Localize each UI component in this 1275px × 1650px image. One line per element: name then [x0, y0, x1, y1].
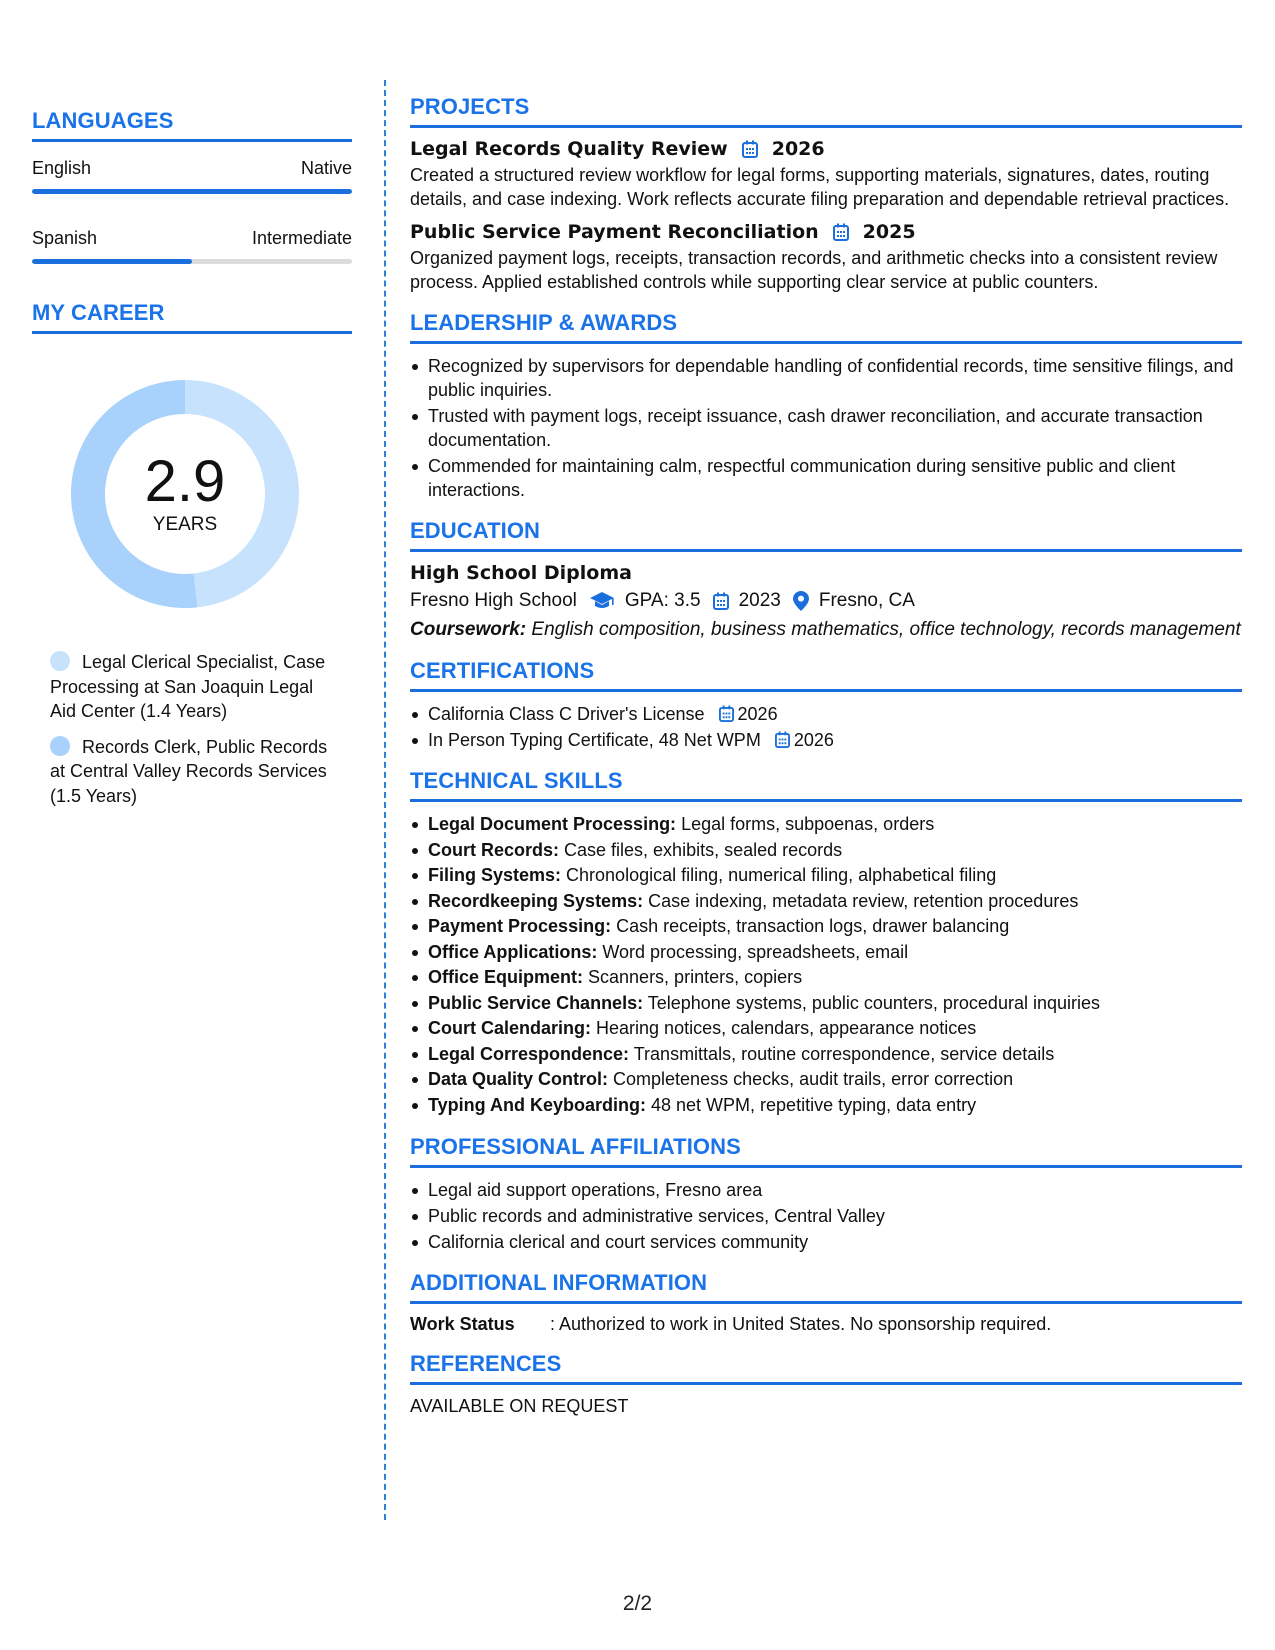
language-level: Native	[300, 158, 352, 178]
list-item: Recognized by supervisors for dependable handling of confidential records, time sensitive filings, and public inquiries.	[410, 354, 1242, 402]
references-title: REFERENCES	[410, 1351, 1242, 1385]
certifications-title: CERTIFICATIONS	[410, 658, 1242, 692]
list-item: Public records and administrative services, Central Valley	[410, 1204, 1242, 1228]
education-section	[410, 518, 1242, 642]
career-donut	[65, 374, 305, 614]
calendar-icon	[719, 705, 734, 722]
leadership-title: LEADERSHIP & AWARDS	[410, 310, 1242, 344]
certification-name: In Person Typing Certificate, 48 Net WPM	[428, 730, 761, 750]
career-legend	[50, 650, 340, 808]
language-item	[32, 158, 352, 194]
language-name: English	[32, 158, 92, 178]
list-item	[410, 728, 1242, 752]
project-item	[410, 221, 1242, 294]
skill-label: Legal Document Processing:	[428, 814, 677, 834]
legend-label: Records Clerk, Public Records at Central Valley Records Services (1.5 Years)	[50, 736, 328, 806]
skill-value: Hearing notices, calendars, appearance notices	[591, 1018, 977, 1038]
language-item	[32, 228, 352, 264]
project-year: 2025	[862, 221, 916, 243]
list-item	[410, 1067, 1242, 1093]
project-description: Created a structured review workflow for legal forms, supporting materials, signatures, dates, routing details, and case indexing. Work reflects accurate filing preparation and dependable retrieval practices.	[410, 165, 1230, 209]
list-item	[410, 889, 1242, 915]
skill-label: Office Applications:	[428, 941, 598, 962]
legend-item	[50, 650, 340, 724]
career-title: MY CAREER	[32, 300, 352, 334]
education-title: EDUCATION	[410, 518, 1242, 552]
skill-label: Legal Correspondence:	[428, 1043, 630, 1064]
education-location: Fresno, CA	[818, 590, 915, 611]
skill-label: Public Service Channels:	[428, 992, 644, 1013]
language-bar	[32, 259, 352, 264]
project-name: Legal Records Quality Review	[410, 138, 728, 160]
leadership-section	[410, 310, 1242, 502]
skills-section	[410, 768, 1242, 1118]
skill-label: Recordkeeping Systems:	[428, 890, 644, 911]
list-item: Trusted with payment logs, receipt issuance, cash drawer reconciliation, and accurate transaction documentation.	[410, 404, 1242, 452]
education-details	[410, 590, 1242, 612]
certification-year: 2026	[793, 730, 834, 750]
additional-value: : Authorized to work in United States. No sponsorship required.	[550, 1314, 1052, 1334]
skill-label: Court Calendaring:	[428, 1018, 592, 1038]
language-bar-fill	[32, 189, 352, 194]
skill-value: Case files, exhibits, sealed records	[559, 839, 843, 860]
left-column	[32, 108, 352, 819]
legend-item	[50, 735, 340, 809]
graduation-cap-icon	[589, 591, 615, 611]
additional-title: ADDITIONAL INFORMATION	[410, 1270, 1242, 1304]
certifications-section	[410, 658, 1242, 752]
skill-label: Filing Systems:	[428, 865, 562, 885]
legend-dot	[50, 651, 70, 671]
references-text: AVAILABLE ON REQUEST	[410, 1396, 629, 1416]
skill-value: Transmittals, routine correspondence, service details	[629, 1043, 1055, 1064]
education-school: Fresno High School	[410, 590, 577, 611]
skill-label: Court Records:	[428, 839, 560, 860]
language-bar-fill	[32, 259, 192, 264]
skill-value: 48 net WPM, repetitive typing, data entry	[646, 1094, 977, 1115]
certifications-list	[410, 702, 1242, 752]
list-item	[410, 940, 1242, 966]
project-item	[410, 138, 1242, 211]
references-section	[410, 1351, 1242, 1419]
education-year: 2023	[738, 590, 781, 611]
affiliations-list	[410, 1178, 1242, 1254]
list-item	[410, 812, 1242, 838]
education-degree: High School Diploma	[410, 562, 632, 584]
calendar-icon	[775, 731, 790, 748]
list-item	[410, 838, 1242, 864]
skill-value: Word processing, spreadsheets, email	[597, 941, 909, 962]
language-level: Intermediate	[251, 228, 352, 248]
additional-row	[410, 1314, 1242, 1335]
legend-dot	[50, 736, 70, 756]
languages-title: LANGUAGES	[32, 108, 352, 142]
project-year: 2026	[771, 138, 825, 160]
education-coursework	[410, 618, 1242, 642]
skill-value: Chronological filing, numerical filing, alphabetical filing	[561, 865, 997, 885]
skill-label: Typing And Keyboarding:	[428, 1094, 646, 1115]
project-name: Public Service Payment Reconciliation	[410, 221, 819, 243]
leadership-list	[410, 354, 1242, 502]
skill-value: Telephone systems, public counters, procedural inquiries	[643, 992, 1100, 1013]
calendar-icon	[833, 223, 849, 241]
affiliations-title: PROFESSIONAL AFFILIATIONS	[410, 1134, 1242, 1168]
coursework-text: English composition, business mathematics, office technology, records management	[526, 619, 1241, 640]
right-column	[410, 94, 1242, 1435]
career-total: 2.9	[144, 449, 226, 514]
skills-title: TECHNICAL SKILLS	[410, 768, 1242, 802]
project-description: Organized payment logs, receipts, transaction records, and arithmetic checks into a consistent review process. Applied established controls while supporting clear service at public counters.	[410, 248, 1218, 292]
language-bar	[32, 189, 352, 194]
education-gpa: GPA: 3.5	[624, 590, 701, 611]
projects-section	[410, 94, 1242, 294]
list-item: Legal aid support operations, Fresno area	[410, 1178, 1242, 1202]
certification-name: California Class C Driver's License	[428, 704, 705, 724]
projects-title: PROJECTS	[410, 94, 1242, 128]
skill-value: Cash receipts, transaction logs, drawer balancing	[611, 916, 1010, 936]
list-item	[410, 702, 1242, 726]
skill-label: Office Equipment:	[428, 967, 584, 987]
career-section	[32, 300, 352, 808]
legend-label: Legal Clerical Specialist, Case Processing at San Joaquin Legal Aid Center (1.4 Years)	[50, 652, 326, 721]
skill-label: Data Quality Control:	[428, 1069, 609, 1089]
additional-key: Work Status	[410, 1314, 515, 1334]
list-item	[410, 1093, 1242, 1119]
list-item	[410, 1042, 1242, 1068]
list-item: California clerical and court services community	[410, 1230, 1242, 1254]
affiliations-section	[410, 1134, 1242, 1254]
list-item	[410, 1016, 1242, 1042]
skill-value: Scanners, printers, copiers	[583, 967, 803, 987]
skills-list	[410, 812, 1242, 1118]
coursework-label: Coursework:	[410, 619, 527, 640]
certification-year: 2026	[737, 704, 778, 724]
column-divider	[384, 80, 386, 1520]
skill-value: Completeness checks, audit trails, error correction	[608, 1069, 1014, 1089]
additional-section	[410, 1270, 1242, 1335]
skill-label: Payment Processing:	[428, 916, 612, 936]
list-item	[410, 991, 1242, 1017]
languages-section	[32, 108, 352, 264]
list-item	[410, 965, 1242, 991]
language-name: Spanish	[32, 228, 98, 248]
page-number: 2/2	[622, 1592, 653, 1615]
list-item	[410, 863, 1242, 889]
skill-value: Legal forms, subpoenas, orders	[676, 814, 935, 834]
list-item: Commended for maintaining calm, respectful communication during sensitive public and client interactions.	[410, 454, 1242, 502]
calendar-icon	[742, 140, 758, 158]
calendar-icon	[713, 592, 729, 610]
career-unit: YEARS	[152, 514, 218, 535]
list-item	[410, 914, 1242, 940]
skill-value: Case indexing, metadata review, retention procedures	[643, 890, 1079, 911]
location-pin-icon	[793, 591, 809, 611]
